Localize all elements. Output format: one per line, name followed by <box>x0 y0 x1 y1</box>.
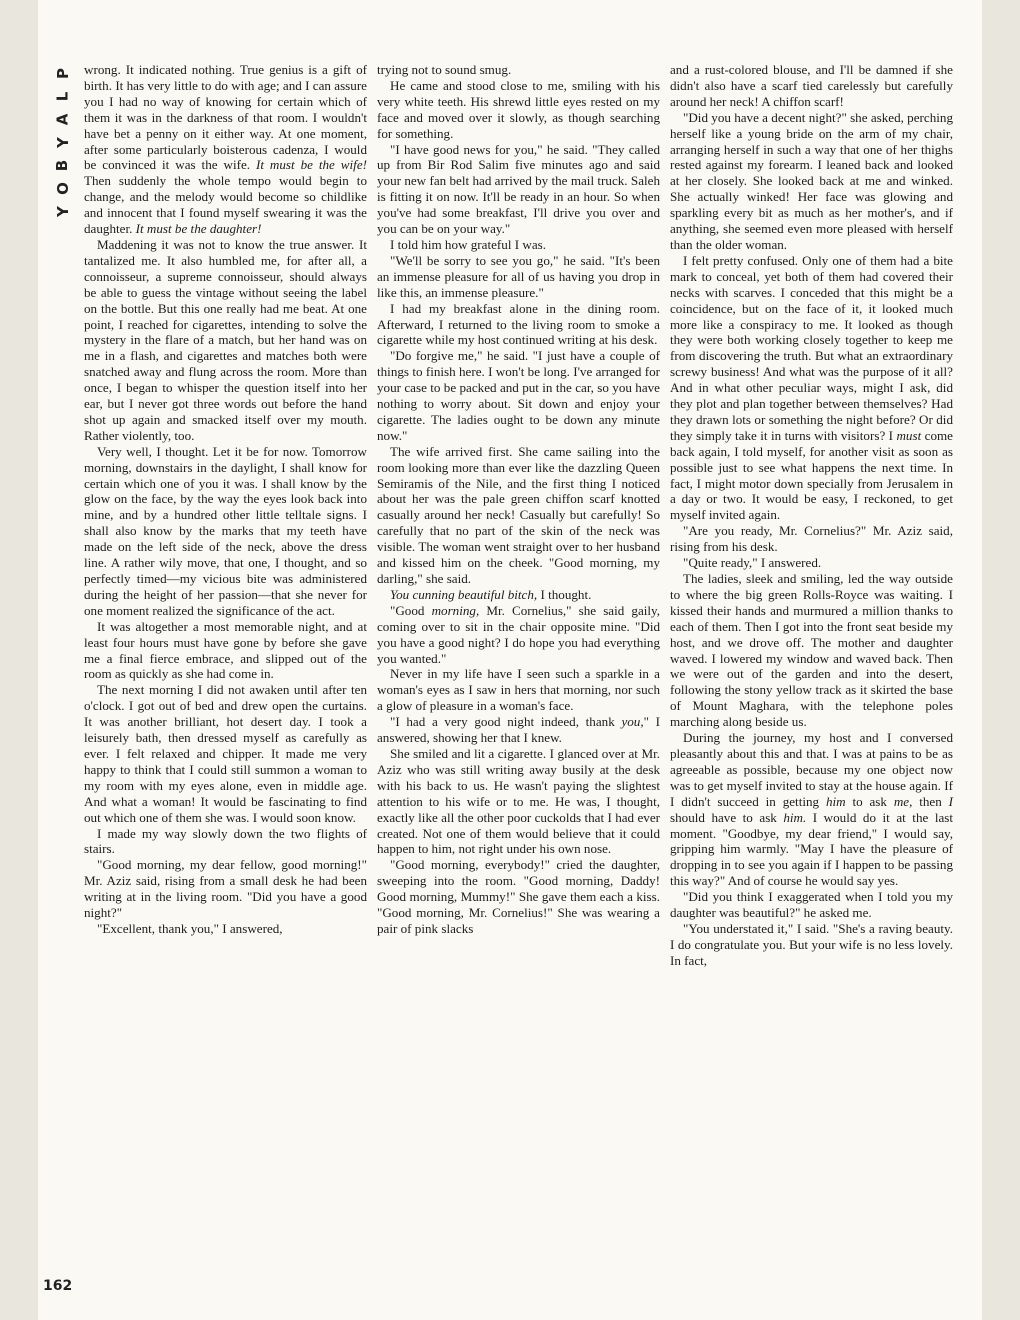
masthead-letter: A <box>53 113 72 126</box>
magazine-page <box>38 0 982 1320</box>
italic-text: you, <box>621 714 644 730</box>
article-paragraph <box>670 889 953 921</box>
article-paragraph <box>377 237 660 253</box>
italic-text: him. <box>783 809 807 825</box>
scan-margin-left <box>0 0 38 1320</box>
italic-text: It must be the wife! <box>255 157 367 173</box>
text-run: Mr. Cornelius," she said gaily, coming over to sit in the chair opposite mine. "Did you have a good night? I do hope you had everything you wanted." <box>377 602 661 666</box>
text-run: I felt pretty confused. Only one of them had a bite mark to conceal, yet both of them had covered their necks with scarves. I conceded that this might be a coincidence, but on the face of it, it looked much more like a conspiracy to me. It looked as though they were both working closely together to keep me from discovering the truth. But what an extraordinary screwy business! And what was the purpose of it all? And in what other peculiar ways, might I ask, did they plot and plan together between themselves? Had they drawn lots or something the night before? Or did they simply take it in turns with visitors? I <box>670 252 953 443</box>
text-run: to ask <box>845 793 894 809</box>
text-run: "Good <box>390 602 432 618</box>
article-paragraph <box>377 78 660 142</box>
italic-text: must <box>896 427 922 443</box>
italic-text: I <box>948 793 953 809</box>
text-run: "Are you ready, Mr. Cornelius?" Mr. Aziz said, rising from his desk. <box>670 523 953 555</box>
text-run: trying not to sound smug. <box>377 62 512 77</box>
text-run: "Did you have a decent night?" she asked, perching herself like a young bride on the arm of my chair, arranging herself in such a way that one of her thighs rested against my forearm. I leaned back and looked at her closely. She looked back at me and winked. She actually winked! Her face was glowing and sparkling every bit as much as her mother's, and if anything, she seemed even more pleased with herself than the older woman. <box>670 109 953 252</box>
article-paragraph <box>377 444 660 587</box>
text-run: "We'll be sorry to see you go," he said. "It's been an immense pleasure for all of us having you drop in like this, an immense pleasure." <box>377 252 660 300</box>
page-number: 162 <box>43 1278 73 1294</box>
text-run: I made my way slowly down the two flights of stairs. <box>84 825 367 857</box>
italic-text: morning, <box>431 602 480 618</box>
italic-text: him <box>825 793 846 809</box>
masthead-letter: Y <box>53 206 72 217</box>
article-paragraph <box>84 62 367 237</box>
magazine-masthead <box>52 62 74 223</box>
text-run: come back again, I told myself, for another visit as soon as possible just to see what happens the next time. In fact, I might motor down specially from Jerusalem in a day or two. It would be easy, I reckoned, to get myself invited again. <box>670 427 953 523</box>
text-run: "Good morning, my dear fellow, good morning!" Mr. Aziz said, rising from a small desk he had been writing at in the living room. "Did you have a good night?" <box>84 857 367 921</box>
article-paragraph <box>84 921 367 937</box>
text-run: "Quite ready," I answered. <box>683 555 822 571</box>
text-run: should have to ask <box>670 809 784 825</box>
article-paragraph <box>377 62 660 78</box>
text-run: I had my breakfast alone in the dining room. Afterward, I returned to the living room to smoke a cigarette while my host continued writing at his desk. <box>377 300 660 348</box>
masthead-letter: P <box>53 68 72 79</box>
article-paragraph <box>377 301 660 349</box>
masthead-letter: O <box>53 182 72 195</box>
text-run: She smiled and lit a cigarette. I glanced over at Mr. Aziz who was still writing away busily at the desk with his back to us. He wasn't paying the slightest attention to his wife or to me. He was, I thought, exactly like all the other poor cuckolds that I had ever created. Not one of them would believe that it could happen to him, not right under his own nose. <box>377 745 660 857</box>
article-paragraph <box>670 62 953 110</box>
article-paragraph <box>84 444 367 619</box>
article-paragraph <box>670 110 953 253</box>
text-run: I told him how grateful I was. <box>390 236 546 252</box>
article-paragraph <box>84 237 367 444</box>
italic-text: It must be the daughter! <box>135 221 262 237</box>
article-paragraph <box>377 587 660 603</box>
text-run: Very well, I thought. Let it be for now. Tomorrow morning, downstairs in the daylight, I shall know for certain which one of you it was. I shall know by the glow on the face, by the way the eyes look back into mine, and by a hundred other little telltale signs. I shall also know by the marks that my teeth have made on the left side of the neck, above the dress line. A rather wily move, that one, I thought, and so perfectly timed—my vicious bite was administered during the height of her passion—that she never for one moment realized the significance of the act. <box>84 443 367 618</box>
article-paragraph <box>377 857 660 937</box>
article-paragraph <box>84 682 367 825</box>
scan-margin-right <box>982 0 1020 1320</box>
text-column-3 <box>670 62 953 969</box>
text-run: then <box>912 793 949 809</box>
article-paragraph <box>377 714 660 746</box>
text-run: The wife arrived first. She came sailing into the room looking more than ever like the dazzling Queen Semiramis of the Nile, and the first thing I noticed about her was the pale green chiffon scarf knotted casually around her neck! Casually but carefully! So carefully that no part of the skin of the neck was visible. The woman went straight over to her husband and kissed him on the cheek. "Good morning, my darling," she said. <box>377 443 660 586</box>
article-paragraph <box>377 253 660 301</box>
text-run: and a rust-colored blouse, and I'll be damned if she didn't also have a scarf tied carelessly but carefully around her neck! A chiffon scarf! <box>670 62 953 109</box>
text-run: It was altogether a most memorable night, and at least four hours must have gone by before she gave me a final fierce embrace, and slipped out of the room as quickly as she had come in. <box>84 618 367 682</box>
text-run: "Good morning, everybody!" cried the daughter, sweeping into the room. "Good morning, Daddy! Good morning, Mummy!" She gave them each a kiss. "Good morning, Mr. Cornelius!" She was wearing a pair of pink slacks <box>377 857 660 936</box>
article-paragraph <box>670 253 953 523</box>
masthead-letter: B <box>53 159 72 172</box>
text-run: "Did you think I exaggerated when I told you my daughter was beautiful?" he asked me. <box>670 889 953 921</box>
text-run: "Excellent, thank you," I answered, <box>97 920 283 936</box>
article-paragraph <box>670 730 953 889</box>
article-paragraph <box>670 555 953 571</box>
masthead-letter: L <box>53 91 72 102</box>
article-paragraph <box>377 666 660 714</box>
text-run: "You understated it," I said. "She's a raving beauty. I do congratulate you. But your wife is no less lovely. In fact, <box>670 920 953 968</box>
text-run: The next morning I did not awaken until after ten o'clock. I got out of bed and drew open the curtains. It was another brilliant, hot desert day. I took a leisurely bath, then dressed myself as carefully as ever. I felt relaxed and chipper. It made me very happy to think that I could still summon a woman to my room with my eyes alone, even in middle age. And what a woman! It would be fascinating to find out which one of them she was. I would soon know. <box>84 682 367 825</box>
article-paragraph <box>84 826 367 858</box>
text-run: "I have good news for you," he said. "They called up from Bir Rod Salim five minutes ago and said your new fan belt had arrived by the mail truck. Saleh is fitting it on now. It'll be ready in an hour. So when you've had some breakfast, I'll drive you over and you can be on your way." <box>377 141 660 237</box>
text-run: I thought. <box>537 586 592 602</box>
text-run: Then suddenly the whole tempo would begin to change, and the melody would become so childlike and innocent that I found myself swearing it was the daughter. <box>84 173 367 237</box>
article-paragraph <box>670 921 953 969</box>
article-paragraph <box>377 603 660 667</box>
article-paragraph <box>84 857 367 921</box>
text-run: During the journey, my host and I conversed pleasantly about this and that. I was at pains to be as agreeable as possible, because my one object now was to get myself invited to stay at the house again. If I didn't succeed in getting <box>670 730 953 809</box>
article-paragraph <box>670 571 953 730</box>
italic-text: me, <box>893 793 913 809</box>
article-paragraph <box>377 348 660 443</box>
text-column-2 <box>377 62 660 937</box>
article-paragraph <box>670 523 953 555</box>
text-column-1 <box>84 62 367 937</box>
text-run: Never in my life have I seen such a sparkle in a woman's eyes as I saw in hers that morning, nor such a glow of pleasure in a woman's face. <box>377 666 660 714</box>
text-run: I would do it at the last moment. "Goodbye, my dear friend," I would say, gripping him warmly. "May I have the pleasure of dropping in to see you again if I happen to be passing this way?" And of course he would say yes. <box>670 809 953 889</box>
text-run: The ladies, sleek and smiling, led the way outside to where the big green Rolls-Royce was waiting. I kissed their hands and murmured a million thanks to each of them. Then I got into the front seat beside my host, and we drove off. The mother and daughter waved. I lowered my window and waved back. Then we were out of the garden and into the desert, following the stony yellow track as it skirted the base of Mount Maghara, with the telephone poles marching along beside us. <box>670 571 953 730</box>
text-run: Maddening it was not to know the true answer. It tantalized me. It also humbled me, for after all, a connoisseur, a supreme connoisseur, should always be able to guess the vintage without seeing the label on the bottle. But this one really had me beat. At one point, I reached for cigarettes, intending to solve the mystery in the flare of a match, but her hand was on me in a flash, and cigarettes and matches both were snatched away and flung across the room. More than once, I began to whisper the question itself into her ear, but I never got three words out before the hand shot up again and smacked itself over my mouth. Rather violently, too. <box>84 236 367 443</box>
article-paragraph <box>377 746 660 857</box>
text-run: "I had a very good night indeed, thank <box>390 714 622 730</box>
text-run: wrong. It indicated nothing. True genius is a gift of birth. It has very little to do with age; and I can assure you I had no way of knowing for certain which of them it was in the darkness of that room. I wouldn't have bet a penny on it either way. At one moment, after some particularly boisterous cadenza, I would be convinced it was the wife. <box>84 62 367 173</box>
article-paragraph <box>84 619 367 683</box>
masthead-letter: Y <box>53 137 72 148</box>
text-run: "Do forgive me," he said. "I just have a couple of things to finish here. I won't be long. I've arranged for your case to be packed and put in the car, so you have nothing to worry about. Sit down and enjoy your cigarette. The ladies ought to be down any minute now." <box>377 348 660 443</box>
article-paragraph <box>377 142 660 237</box>
text-run: " I answered, showing her that I knew. <box>377 714 661 746</box>
italic-text: You cunning beautiful bitch, <box>390 586 538 602</box>
text-run: He came and stood close to me, smiling with his very white teeth. His shrewd little eyes rested on my face and moved over it slowly, as though searching for something. <box>377 77 660 141</box>
